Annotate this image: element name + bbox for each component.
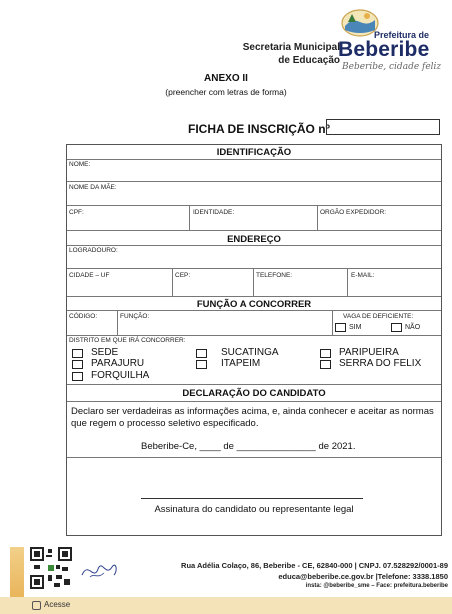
footer-address: Rua Adélia Colaço, 86, Beberibe - CE, 62840-000 | CNPJ. 07.528292/0001-89 [181,561,448,570]
vaga-sim-label: SIM [349,324,362,331]
signature-scribble-icon [78,553,122,585]
section-title-identificacao: IDENTIFICAÇÃO [216,147,292,158]
distrito-serra-do-felix-checkbox[interactable] [320,360,331,369]
secretaria-label [243,41,340,67]
distrito-parajuru-checkbox[interactable] [72,360,83,369]
cpf-field-label: CPF: [69,209,84,216]
distrito-itapeim-checkbox[interactable] [196,360,207,369]
footer-contact: educa@beberibe.ce.gov.br |Telefone: 3338.1850 [278,572,448,581]
funcao-field-label: FUNÇÃO: [120,313,150,320]
registration-number-field[interactable] [326,119,440,135]
distrito-itapeim-label: ITAPEIM [221,358,261,369]
distrito-forquilha-label: FORQUILHA [91,370,150,381]
vaga-nao-checkbox[interactable] [391,323,402,332]
section-title-funcao: FUNÇÃO A CONCORRER [196,299,312,310]
distrito-forquilha-checkbox[interactable] [72,372,83,381]
distrito-parajuru-label: PARAJURU [91,358,145,369]
logradouro-field-label: LOGRADOURO: [69,247,118,254]
cep-field[interactable] [172,268,253,296]
declaration-text: Declaro ser verdadeiras as informações acima, e, ainda conhecer e aceitar as normas que regem o processo seletivo especificado. [71,406,434,429]
phone-icon [32,601,41,610]
distrito-label: DISTRITO EM QUE IRÁ CONCORRER: [69,337,186,344]
distrito-sede-checkbox[interactable] [72,349,83,358]
distrito-sede-label: SEDE [91,347,119,358]
vaga-sim-checkbox[interactable] [335,323,346,332]
cpf-field[interactable] [67,205,189,230]
distrito-serra-do-felix-label: SERRA DO FELIX [339,358,422,369]
form-title: FICHA DE INSCRIÇÃO nº [188,122,330,136]
orgao-expedidor-field[interactable] [317,205,443,230]
email-field[interactable] [347,268,443,296]
footer-social: insta: @beberibe_sme – Face: prefeitura.beberibe [305,583,448,589]
distrito-paripueira-checkbox[interactable] [320,349,331,358]
orgao-expedidor-field-label: ORGÃO EXPEDIDOR: [320,209,387,216]
logradouro-field[interactable] [67,245,441,268]
nome-mae-field[interactable] [67,181,441,205]
vaga-nao-label: NÃO [405,324,421,331]
secretaria-line-1: Secretaria Municipal [242,42,340,53]
city-name: Beberibe [338,38,430,61]
identidade-field-label: IDENTIDADE: [193,209,235,216]
nome-mae-field-label: NOME DA MÃE: [69,184,117,191]
vaga-deficiente-label: VAGA DE DEFICIENTE: [343,313,414,320]
codigo-field-label: CÓDIGO: [69,313,98,320]
city-slogan: Beberibe, cidade feliz [342,62,442,72]
annex-title: ANEXO II [204,73,248,84]
section-title-declaracao: DECLARAÇÃO DO CANDIDATO [182,388,326,399]
registration-form [66,144,442,536]
codigo-field[interactable] [67,310,117,335]
distrito-paripueira-label: PARIPUEIRA [339,347,399,358]
cep-field-label: CEP: [175,272,191,279]
distrito-sucatinga-label: SUCATINGA [221,347,279,358]
nome-field-label: NOME: [69,161,91,168]
cidade-uf-field-label: CIDADE – UF [69,272,110,279]
date-line: Beberibe-Ce, ____ de _______________ de 2021. [141,441,356,452]
prefeitura-label: Prefeitura de [374,30,430,40]
telefone-field-label: TELEFONE: [256,272,293,279]
identidade-field[interactable] [189,205,317,230]
footer-decoration [10,547,24,597]
distrito-sucatinga-checkbox[interactable] [196,349,207,358]
annex-subtitle: (preencher com letras de forma) [165,87,287,97]
prefeitura-logo [336,8,442,72]
telefone-field[interactable] [253,268,347,296]
acesse-link[interactable]: Acesse [44,600,71,609]
section-title-endereco: ENDEREÇO [227,234,281,245]
cidade-uf-field[interactable] [67,268,172,296]
signature-line[interactable] [141,498,363,499]
qr-code-icon [30,547,72,589]
nome-field[interactable] [67,159,441,181]
secretaria-line-2: de Educação [278,55,340,66]
funcao-field[interactable] [117,310,332,335]
email-field-label: E-MAIL: [351,272,375,279]
signature-label: Assinatura do candidato ou representante legal [154,504,354,515]
